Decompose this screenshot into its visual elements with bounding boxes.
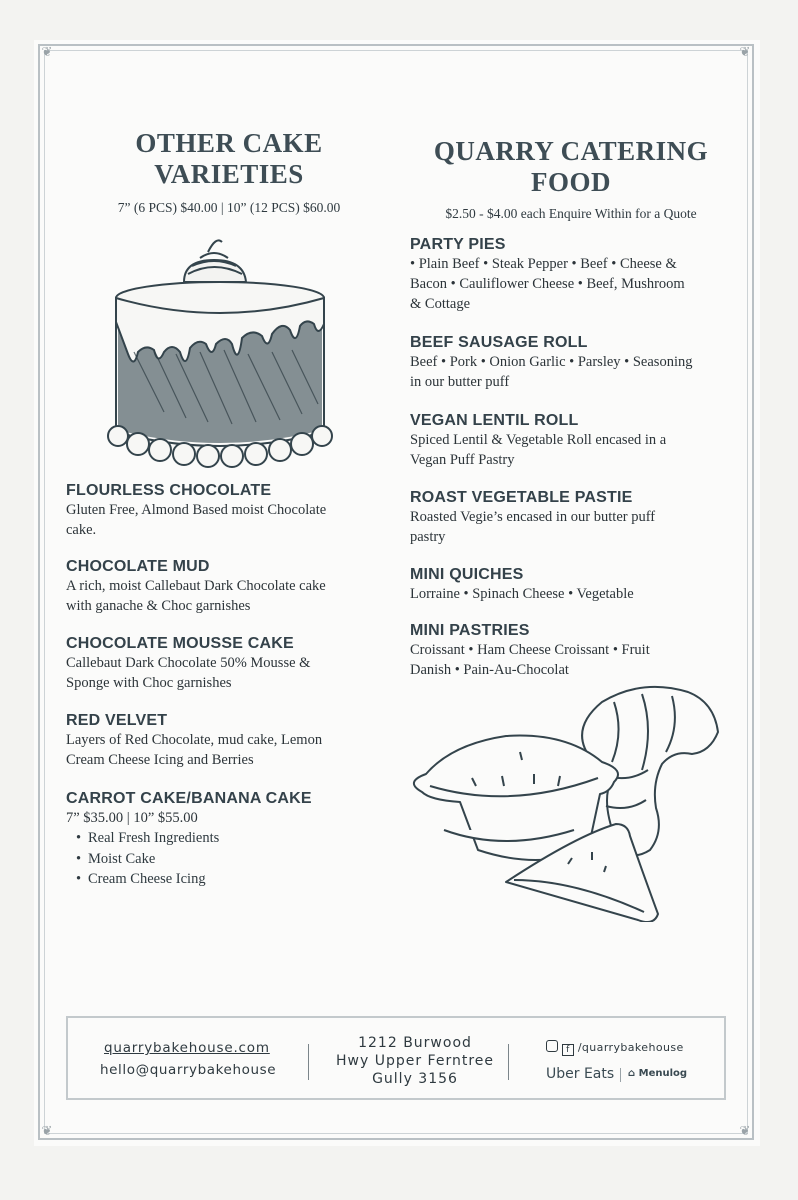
corner-ornament-icon: ❦ — [41, 44, 53, 59]
section-title — [408, 136, 734, 198]
cake-list — [66, 482, 386, 890]
list-item — [410, 489, 740, 566]
address — [322, 1034, 508, 1088]
list-item — [66, 558, 386, 635]
item-desc: Vegan Puff Pastry — [410, 452, 515, 468]
item-name: ROAST VEGETABLE PASTIE — [410, 489, 633, 506]
item-name: BEEF SAUSAGE ROLL — [410, 334, 588, 351]
menulog-text: Menulog — [638, 1068, 688, 1079]
address-line: 1212 Burwood — [358, 1035, 472, 1051]
catering-list — [410, 236, 740, 680]
item-desc: with ganache & Choc garnishes — [66, 598, 251, 614]
list-item — [66, 712, 386, 790]
item-name: MINI QUICHES — [410, 566, 524, 583]
title-line: FOOD — [531, 167, 611, 197]
list-item: • Real Fresh Ingredients — [66, 828, 386, 849]
divider — [508, 1044, 509, 1080]
pastries-illustration-icon — [402, 682, 732, 922]
list-item: • Moist Cake — [66, 849, 386, 870]
corner-ornament-icon: ❦ — [739, 44, 751, 59]
list-item — [410, 412, 740, 489]
item-name: PARTY PIES — [410, 236, 506, 253]
cake-price: 7” (6 PCS) $40.00 | 10” (12 PCS) $60.00 — [117, 200, 341, 215]
menulog-logo[interactable] — [628, 1068, 687, 1079]
website-link[interactable]: quarrybakehouse.com — [104, 1040, 270, 1056]
social-handle[interactable] — [546, 1040, 684, 1056]
uber-eats-text: Uber Eats — [546, 1066, 615, 1082]
item-desc: Spiced Lentil & Vegetable Roll encased in a — [410, 432, 667, 448]
item-desc: Lorraine • Spinach Cheese • Vegetable — [410, 586, 634, 602]
facebook-icon: f — [562, 1044, 574, 1056]
uber-eats-logo[interactable] — [546, 1066, 614, 1082]
contact-footer — [66, 1016, 726, 1100]
item-name: VEGAN LENTIL ROLL — [410, 412, 579, 429]
catering-price: $2.50 - $4.00 each Enquire Within for a Quote — [445, 206, 697, 221]
item-desc: Beef • Pork • Onion Garlic • Parsley • Seasoning — [410, 354, 693, 370]
address-line: Hwy Upper Ferntree — [336, 1053, 494, 1069]
title-line: OTHER CAKE — [135, 128, 323, 158]
section-title — [66, 128, 392, 190]
other-cake-section — [66, 128, 392, 216]
catering-section — [408, 136, 734, 222]
item-name: CARROT CAKE/BANANA CAKE — [66, 790, 312, 807]
item-desc: Bacon • Cauliflower Cheese • Beef, Mushroom — [410, 276, 685, 292]
item-desc: Cream Cheese Icing and Berries — [66, 752, 254, 768]
list-item: • Cream Cheese Icing — [66, 869, 386, 890]
item-name: MINI PASTRIES — [410, 622, 530, 639]
item-desc: Callebaut Dark Chocolate 50% Mousse & — [66, 655, 311, 671]
title-line: QUARRY CATERING — [433, 136, 709, 166]
list-item — [66, 482, 386, 558]
menulog-icon: ⌂ — [628, 1068, 636, 1079]
list-item — [410, 334, 740, 412]
item-name: RED VELVET — [66, 712, 168, 729]
divider — [308, 1044, 309, 1080]
item-desc: & Cottage — [410, 296, 471, 312]
item-desc: pastry — [410, 529, 446, 545]
list-item — [410, 566, 740, 622]
item-desc: Layers of Red Chocolate, mud cake, Lemon — [66, 732, 323, 748]
item-desc: Gluten Free, Almond Based moist Chocolate — [66, 502, 327, 518]
item-desc: Sponge with Choc garnishes — [66, 675, 232, 691]
item-name: CHOCOLATE MUD — [66, 558, 210, 575]
corner-ornament-icon: ❦ — [41, 1123, 53, 1138]
title-line: VARIETIES — [154, 159, 304, 189]
item-desc: • Plain Beef • Steak Pepper • Beef • Cheese & — [410, 256, 677, 272]
social-handle-text: /quarrybakehouse — [577, 1041, 684, 1054]
list-item — [410, 622, 740, 680]
list-item — [66, 790, 386, 890]
cake-illustration-icon — [104, 232, 336, 472]
instagram-icon — [546, 1040, 558, 1052]
item-name: FLOURLESS CHOCOLATE — [66, 482, 272, 499]
item-desc: A rich, moist Callebaut Dark Chocolate cake — [66, 578, 326, 594]
divider — [620, 1068, 621, 1082]
item-desc: Croissant • Ham Cheese Croissant • Fruit — [410, 642, 650, 658]
item-desc: Roasted Vegie’s encased in our butter puff — [410, 509, 656, 525]
carrot-features — [66, 828, 386, 890]
list-item — [66, 635, 386, 712]
item-desc: 7” $35.00 | 10” $55.00 — [66, 810, 198, 826]
address-line: Gully 3156 — [372, 1071, 458, 1087]
item-desc: Danish • Pain-Au-Chocolat — [410, 662, 569, 678]
item-desc: cake. — [66, 522, 97, 538]
list-item — [410, 236, 740, 334]
item-name: CHOCOLATE MOUSSE CAKE — [66, 635, 294, 652]
item-desc: in our butter puff — [410, 374, 510, 390]
email-link[interactable]: hello@quarrybakehouse — [100, 1062, 277, 1078]
corner-ornament-icon: ❦ — [739, 1123, 751, 1138]
